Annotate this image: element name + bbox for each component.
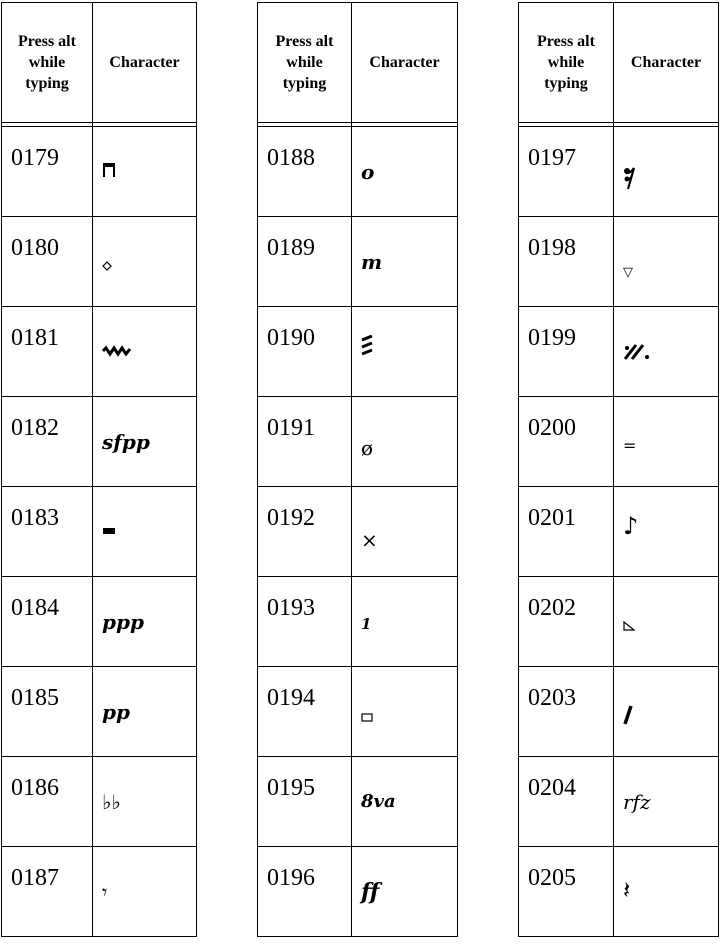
square-notehead-icon	[361, 713, 373, 722]
alt-code: 0199	[519, 307, 614, 397]
alt-code: 0202	[519, 577, 614, 667]
pp-dynamic-glyph: pp	[102, 700, 130, 724]
table-row	[258, 217, 458, 307]
slashed-notehead-glyph: ø	[361, 436, 374, 460]
table-row	[258, 667, 458, 757]
table-row	[519, 667, 719, 757]
table-row	[519, 307, 719, 397]
alt-code: 0186	[2, 757, 93, 847]
table-row	[519, 757, 719, 847]
table-row	[519, 487, 719, 577]
alt-code: 0193	[258, 577, 352, 667]
trill-wavy-line-icon	[102, 345, 132, 357]
alt-code: 0196	[258, 847, 352, 937]
rfz-dynamic-glyph: rfz	[623, 790, 651, 814]
fingering-one-glyph: 1	[361, 615, 372, 633]
open-harmonic-glyph: o	[361, 160, 375, 184]
equals-glyph: =	[623, 436, 637, 455]
double-measure-repeat-icon	[623, 343, 653, 361]
alt-code: 0198	[519, 217, 614, 307]
table-row	[258, 307, 458, 397]
triangle-notehead-icon	[623, 621, 635, 631]
ottava-glyph: 8va	[361, 791, 396, 812]
double-flat-glyph: ♭♭	[102, 790, 121, 814]
alt-code: 0183	[2, 487, 93, 577]
table-row	[2, 757, 197, 847]
alt-code: 0197	[519, 127, 614, 217]
alt-code-table-3	[518, 2, 719, 937]
alt-code: 0181	[2, 307, 93, 397]
diamond-notehead-icon	[102, 261, 112, 271]
table-row	[2, 307, 197, 397]
alt-code: 0203	[519, 667, 614, 757]
alt-code: 0180	[2, 217, 93, 307]
sixteenth-rest-glyph: 𝄾	[102, 880, 108, 904]
table-row	[258, 577, 458, 667]
table-row	[519, 577, 719, 667]
alt-code: 0185	[2, 667, 93, 757]
alt-code: 0184	[2, 577, 93, 667]
table-row	[2, 577, 197, 667]
table-row	[258, 757, 458, 847]
alt-code: 0194	[258, 667, 352, 757]
grace-note-glyph: ♪	[623, 512, 639, 540]
alt-code: 0189	[258, 217, 352, 307]
table-row	[519, 127, 719, 217]
table-row	[519, 397, 719, 487]
alt-code: 0190	[258, 307, 352, 397]
sfpp-dynamic-glyph: sfpp	[102, 430, 150, 454]
slash-notehead-icon	[623, 705, 633, 725]
table-row	[258, 487, 458, 577]
alt-code: 0204	[519, 757, 614, 847]
alt-code: 0200	[519, 397, 614, 487]
m-dynamic-glyph: m	[361, 250, 383, 274]
press-alt-header: Press alt while typing	[258, 3, 352, 123]
table-row	[2, 847, 197, 937]
table-row	[519, 217, 719, 307]
press-alt-header: Press alt while typing	[2, 3, 93, 123]
quarter-rest-glyph: 𝄽	[623, 876, 631, 904]
table-row	[2, 667, 197, 757]
character-header: Character	[352, 3, 458, 123]
table-row	[258, 847, 458, 937]
alt-code: 0192	[258, 487, 352, 577]
half-rest-icon	[102, 527, 116, 535]
character-header: Character	[93, 3, 197, 123]
table-row	[258, 127, 458, 217]
ppp-dynamic-glyph: ppp	[102, 610, 144, 634]
table-row	[2, 397, 197, 487]
table-row	[2, 127, 197, 217]
alt-code: 0188	[258, 127, 352, 217]
ff-dynamic-glyph: ff	[361, 879, 380, 905]
alt-code-table-1	[1, 2, 197, 937]
alt-code: 0182	[2, 397, 93, 487]
table-row	[2, 217, 197, 307]
alt-code-table-2	[257, 2, 458, 937]
alt-code: 0205	[519, 847, 614, 937]
press-alt-header: Press alt while typing	[519, 3, 614, 123]
table-row	[2, 487, 197, 577]
x-notehead-glyph: ×	[361, 528, 378, 552]
table-row	[519, 847, 719, 937]
sixteenth-beam-icon	[102, 161, 116, 179]
alt-code: 0195	[258, 757, 352, 847]
alt-code: 0201	[519, 487, 614, 577]
alt-code: 0191	[258, 397, 352, 487]
character-header: Character	[614, 3, 719, 123]
alt-code: 0179	[2, 127, 93, 217]
table-row	[258, 397, 458, 487]
eighth-rest-icon	[623, 165, 635, 191]
inverted-triangle-notehead-glyph: ▽	[623, 265, 633, 280]
tremolo-three-slash-icon	[361, 335, 373, 357]
alt-code: 0187	[2, 847, 93, 937]
